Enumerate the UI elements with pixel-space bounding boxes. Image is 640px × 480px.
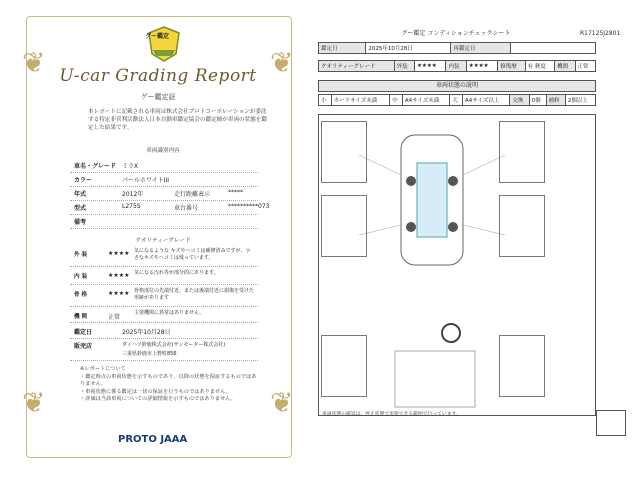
bottom-note: 車両状態の確認は、停止状態で実施できる範囲で行っています。 [322, 412, 461, 417]
intro-text: 本レポートに記載される車両は株式会社プロトコーポレーションが委託する特定非営利活動法人日本自動車鑑定協会の鑑定師が車両の状態を鑑定した結果です。 [88, 109, 268, 131]
panel-interior-right [499, 335, 545, 397]
grade-frame: 骨 格 ★★★★ 骨格部位の先端付近、または後端付近に損傷を受けた形跡があります [70, 286, 258, 307]
row-year: 年式 2012年 走行距離表示 ***** [70, 186, 258, 201]
vehicle-diagram [318, 114, 596, 416]
panel-interior-left [321, 335, 367, 397]
ornament-bottom-left: ❦ [22, 386, 46, 419]
quality-table: クオリティーグレード 外装 ★★★★ 内装 ★★★★ 修復歴 有 軽度 機関 正常 [318, 60, 596, 72]
grade-engine: 機 関 正常 主要機関に異常はありません。 [70, 308, 258, 323]
report-id: R17125J2801 [580, 30, 621, 37]
row-seller: 販売店 ダイハツ鈴鹿株式会社(サンモーター株式会社) 三重県鈴鹿市上野町856 [70, 338, 258, 361]
panel-front-left [321, 121, 367, 183]
row-type: 型式 L275S 車台番号 **********073 [70, 200, 258, 215]
ornament-top-left: ❦ [22, 46, 46, 79]
proto-jaaa-logos: PROTO JAAA [118, 434, 188, 445]
row-date: 鑑定日 2025年10月28日 [70, 324, 258, 339]
signature-box [596, 410, 626, 436]
grading-certificate [8, 6, 308, 474]
row-remarks: 備考 [70, 214, 258, 229]
row-color: カラー パールホワイトIII [70, 172, 258, 187]
row-model: 車名・グレード ミラX [70, 158, 258, 173]
report-title: U-car Grading Report [59, 66, 257, 86]
notes: ※レポートについて ・鑑定時点の車両状態を示すものであり、以降の状態を保証するものではありません。 ・車両状態に係る鑑定は一切の保証を行うものではありません。 ・評価は当該車両についての詳細情報を示すものではありません。 [80, 366, 257, 402]
ornament-bottom-right: ❦ [270, 386, 294, 419]
vehicle-section-title: 車両識別内容 [146, 148, 180, 154]
ornament-top-right: ❦ [270, 46, 294, 79]
grade-interior: 内 装 ★★★★ 気になる汚れ等が部分的にあります。 [70, 268, 258, 285]
report-subtitle: グー鑑定証 [140, 93, 176, 101]
panel-rear-right [499, 195, 545, 257]
panel-rear-left [321, 195, 367, 257]
date-table: 鑑定日 2025年10月28日 再鑑定日 [318, 42, 596, 54]
condition-section-title: 車両状態の説明 [318, 80, 596, 92]
quality-section-title: クオリティーグレード [135, 238, 191, 244]
badge-label: グー鑑定 [145, 33, 170, 40]
panel-front-right [499, 121, 545, 183]
legend-table: 小 カードサイズ未満 中 A4サイズ未満 大 A4サイズ以上 交換 0個 補修 2個以上 [318, 94, 596, 106]
grade-exterior: 外 装 ★★★★ 気になるような キズやヘコミは補修済みですが、小さなキズやヘコミは残っています。 [70, 246, 258, 267]
sheet-header: グー鑑定 コンディションチェックシート [401, 30, 511, 37]
